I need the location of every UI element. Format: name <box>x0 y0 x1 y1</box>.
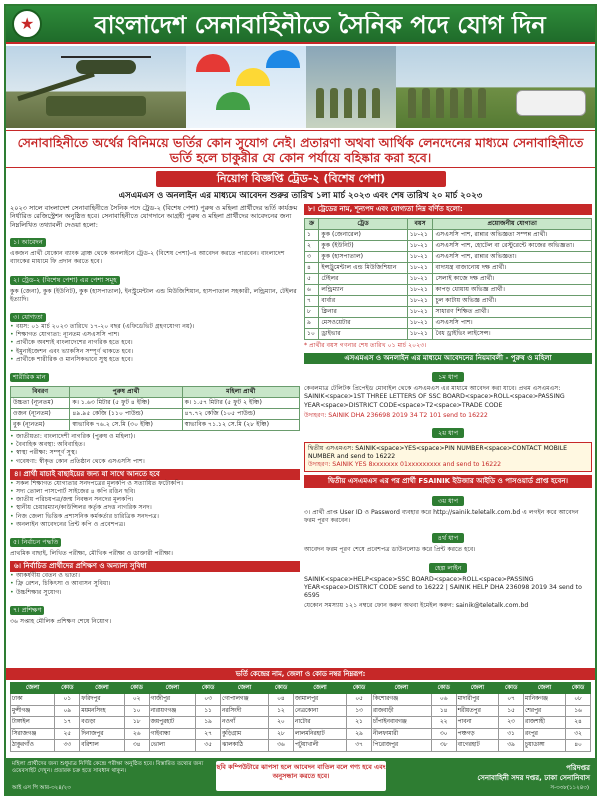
table-cell: বুক (ন্যূনতম) <box>11 420 70 431</box>
table-cell: পাবনা <box>456 717 498 729</box>
trade-table <box>304 218 592 340</box>
table-header-row <box>11 683 591 694</box>
table-header: জেলা <box>371 683 431 694</box>
table-cell: ১৮-২১ <box>407 252 433 263</box>
intro-text: ২০২৩ সালে বাংলাদেশ সেনাবাহিনীতে সৈনিক পদে ট্রেড-২ (বিশেষ পেশা) পুরুষ ও মহিলা প্রার্থীদের ভর্তি কার্যক্রম নির্ধারিত রেজিস্ট্রেশন অনুষ্ঠিত হবে। সেনাবাহিনীতে যোগদানে আগ্রহী পুরুষ ও মহিলা প্রার্থীদের আবেদনের জন্য নিম্নলিখিত তথ্যাবলী দেওয়া হলো: <box>10 204 298 229</box>
table-cell: ৩৪ <box>124 740 149 752</box>
list-item: • প্রার্থীকে অবশ্যই বাংলাদেশের নাগরিক হতে হবে। <box>10 339 300 347</box>
table-cell: ১৭ <box>55 717 80 729</box>
step-2-text: দ্বিতীয় এসএমএস: SAINIK<space>YES<space>PIN NUMBER<space>CONTACT MOBILE NUMBER and send to 16222 <box>308 445 568 461</box>
centers-heading: ভর্তি কেন্দ্রের নাম, জেলা ও কোড নম্বর নিম্নরূপ: <box>6 668 595 680</box>
table-cell: ঢাকা <box>11 694 55 706</box>
table-cell: ২৬ <box>124 728 149 740</box>
table-row <box>305 296 592 307</box>
warning-notice <box>6 130 595 168</box>
table-cell: ৩১ <box>499 728 524 740</box>
table-cell: ৯ <box>305 318 319 329</box>
table-cell: ৩৬ <box>268 740 293 752</box>
table-cell: পিরোজপুর <box>371 740 431 752</box>
step-1-text: কেবলমাত্র টেলিটক প্রিপেইড মোবাইল থেকে এসএমএস এর মাধ্যমে আবেদন করা যাবে। প্রথম এসএমএস: SAINIK<space>1ST THREE LETTERS OF SSC BOARD<space>ROLL<space>PASSING YEAR<space>DISTRICT CODE<space>T2<space>TRADE CODE <box>304 385 565 409</box>
table-cell: জামালপুর <box>293 694 346 706</box>
table-row <box>305 318 592 329</box>
table-cell: ময়মনসিংহ <box>80 705 124 717</box>
step-3-label: ৩য় ধাপ <box>432 496 464 506</box>
footer-ref-code: আই এস পি আর-৩২৪/২৩ <box>12 785 71 791</box>
step-2-label: ২য় ধাপ <box>432 428 464 438</box>
table-cell: ১৮ <box>124 717 149 729</box>
table-header: কোড <box>431 683 456 694</box>
table-cell: ১৪ <box>431 705 456 717</box>
table-cell: ০৯ <box>55 705 80 717</box>
list-item: • ফ্রি রেশন, চিকিৎসা ও আবাসন সুবিধা। <box>10 580 300 588</box>
table-cell: মুন্সীগঞ্জ <box>11 705 55 717</box>
application-dates: এসএমএস ও অনলাইন এর মাধ্যমে আবেদন শুরুর তারিখ ১লা মার্চ ২০২৩ এবং শেষ তারিখ ২০ মার্চ ২০২৩ <box>118 191 483 201</box>
table-cell: ১৫ <box>499 705 524 717</box>
table-cell: ড্রাইভার <box>319 329 407 340</box>
section-text: প্রাথমিক বাছাই, লিখিত পরীক্ষা, মৌখিক পরীক্ষা ও ডাক্তারী পরীক্ষা। <box>10 550 173 558</box>
list-item: • জাতীয়তা: বাংলাদেশী নাগরিক (পুরুষ ও মহিলা)। <box>10 433 300 441</box>
step-2-example: উদাহরণ: SAINIK YES 8xxxxxxx 01xxxxxxxxx and send to 16222 <box>308 461 502 469</box>
table-cell: নওগাঁ <box>221 717 269 729</box>
table-cell: গাইবান্ধা <box>149 728 196 740</box>
table-row <box>11 420 300 431</box>
table-cell: ঠাকুরগাঁও <box>11 740 55 752</box>
table-cell: পটুয়াখালী <box>293 740 346 752</box>
table-cell: ০৮ <box>565 694 590 706</box>
list-item: • ইমুনাইজেশন এবং ভ্যাকসিন সম্পূর্ণ থাকতে হবে। <box>10 348 300 356</box>
list-item: • নিজ জেলা ভিত্তিক প্রশাসনিক কর্মকর্তার চারিত্রিক সনদপত্র। <box>10 513 300 521</box>
step-1-label: ১ম ধাপ <box>432 372 464 382</box>
photo-parachutes <box>186 46 306 128</box>
helpline-contact: যেকোন সমস্যায় ১২১ নম্বরে ফোন করুন অথবা ইমেইল করুন: sainik@teletalk.com.bd <box>304 602 529 610</box>
table-cell: এসএসসি পাশ, হোটেল বা রেস্টুরেন্টে কাজের অভিজ্ঞতা। <box>433 241 592 252</box>
table-cell: ফরিদপুর <box>80 694 124 706</box>
step-4-text: আবেদন ফরম পূরণ শেষে প্রবেশপত্র ডাউনলোড করে প্রিন্ট করতে হবে। <box>304 546 476 554</box>
table-row <box>11 740 591 752</box>
table-cell: ২৩ <box>499 717 524 729</box>
section-label: ৭। প্রশিক্ষণ <box>10 606 44 615</box>
table-cell: বরিশাল <box>80 740 124 752</box>
table-row <box>305 230 592 241</box>
table-cell: ১৮-২১ <box>407 241 433 252</box>
table-cell: মানিকগঞ্জ <box>524 694 566 706</box>
documents-list <box>10 480 300 529</box>
table-cell: বাদ্যযন্ত্র বাজানোয় দক্ষ প্রার্থী। <box>433 263 592 274</box>
benefits-list <box>10 572 300 597</box>
trade-note: * প্রার্থীর বয়স গণনার শেষ তারিখ ০১ মার্চ ২০২৩। <box>304 342 427 349</box>
table-cell: চুয়াডাঙ্গা <box>524 740 566 752</box>
table-cell: ২৭ <box>196 728 221 740</box>
list-item: • সদ্য তোলা পাসপোর্ট সাইজের ৪ কপি রঙিন ছবি। <box>10 488 300 496</box>
table-cell: ২৯ <box>347 728 372 740</box>
section-label: ৫। নির্বাচন পদ্ধতি <box>10 538 61 547</box>
table-cell: ২৫ <box>55 728 80 740</box>
table-row <box>11 705 591 717</box>
table-cell: ২০ <box>268 717 293 729</box>
table-cell: ১৩ <box>347 705 372 717</box>
section-label: ২। ট্রেড-২ (বিশেষ পেশা) এর পেশা সমূহ <box>10 276 120 285</box>
table-cell: ভোলা <box>149 740 196 752</box>
page <box>4 4 597 796</box>
table-header: জেলা <box>456 683 498 694</box>
table-cell: ১৯ <box>196 717 221 729</box>
table-row <box>305 307 592 318</box>
table-cell: রাজবাড়ী <box>371 705 431 717</box>
table-cell: ক্লিনার <box>319 307 407 318</box>
header-banner <box>6 6 595 44</box>
photo-soldiers <box>396 46 595 128</box>
list-item: • উচ্চশিক্ষার সুযোগ। <box>10 589 300 597</box>
photo-artillery <box>6 46 186 128</box>
table-cell: ১২ <box>268 705 293 717</box>
table-cell: ০৫ <box>347 694 372 706</box>
table-header: পুরুষ প্রার্থী <box>70 387 182 398</box>
trade-table-heading: ৮। ট্রেডের নাম, শূন্যপদ এবং যোগ্যতা নিম্ন বর্ণিত হলো: <box>304 204 592 215</box>
list-item: • গবেষণা: স্বীকৃত কোন প্রতিষ্ঠান থেকে এসএসসি পাশ। <box>10 458 300 466</box>
physical-standards-table <box>10 386 300 431</box>
recruitment-heading: নিয়োগ বিজ্ঞপ্তি ট্রেড-২ (বিশেষ পেশা) <box>156 171 446 187</box>
table-cell: ২১ <box>347 717 372 729</box>
table-cell: বৈধ ড্রাইভিং লাইসেন্স। <box>433 329 592 340</box>
step-4-label: ৪র্থ ধাপ <box>432 533 464 543</box>
table-row <box>11 694 591 706</box>
table-header: মহিলা প্রার্থী <box>182 387 299 398</box>
table-cell: ১৮-২১ <box>407 230 433 241</box>
table-cell: ৩৯ <box>499 740 524 752</box>
list-item: • স্থানীয় চেয়ারম্যান/কাউন্সিলর কর্তৃক প্রদত্ত নাগরিক সনদ। <box>10 504 300 512</box>
table-cell: ৩৫ <box>196 740 221 752</box>
table-cell: ০৬ <box>431 694 456 706</box>
table-cell: উচ্চতা (ন্যূনতম) <box>11 398 70 409</box>
table-cell: ৩৩ <box>55 740 80 752</box>
table-cell: সেলাই কাজে দক্ষ প্রার্থী। <box>433 274 592 285</box>
table-cell: নীলফামারী <box>371 728 431 740</box>
table-cell: ৪ <box>305 263 319 274</box>
table-cell: ০৩ <box>196 694 221 706</box>
table-row <box>305 285 592 296</box>
table-cell: ০২ <box>124 694 149 706</box>
section-label: ৩। যোগ্যতা <box>10 313 46 322</box>
section-heading: ৬। নির্বাচিত প্রার্থীদের প্রশিক্ষণ ও অন্যান্য সুবিধা <box>10 561 300 572</box>
helpline-label: হেল্প লাইন <box>429 563 468 573</box>
table-cell: ইন্সট্রুমেন্টাল এন্ড মিউজিশিয়ান <box>319 263 407 274</box>
table-cell: ১৮-২১ <box>407 296 433 307</box>
table-cell: বার্বার <box>319 296 407 307</box>
table-cell: চুল কাটায় অভিজ্ঞ প্রার্থী। <box>433 296 592 307</box>
table-header-row <box>305 219 592 230</box>
table-cell: লন্ড্রিম্যান <box>319 285 407 296</box>
table-cell: ৭ <box>305 296 319 307</box>
table-cell: এসএসসি পাশ। <box>433 318 592 329</box>
helpline-text: SAINIK<space>HELP<space>SSC BOARD<space>ROLL<space>PASSING YEAR<space>DISTRICT CODE send to 16222 | SAINIK HELP DHA 236098 2019 34 send to 6595 <box>304 575 582 600</box>
table-header: বিবরণ <box>11 387 70 398</box>
table-cell: সাধারণ শিক্ষিত প্রার্থী। <box>433 307 592 318</box>
section-label: ১। আবেদন <box>10 238 46 247</box>
table-header: কোড <box>196 683 221 694</box>
footer-print-code: স-৩৩৮(১১২৪৩) <box>550 785 589 791</box>
left-column <box>10 204 300 625</box>
step-2-box <box>304 442 592 472</box>
table-row <box>11 409 300 420</box>
list-item: • জাতীয় পরিচয়পত্র/জন্ম নিবন্ধন সনদের মূলকপি। <box>10 496 300 504</box>
table-cell: এসএসসি পাশ, রান্নার অভিজ্ঞতা। <box>433 252 592 263</box>
table-cell: ২ <box>305 241 319 252</box>
list-item: • বয়স: ০১ মার্চ ২০২৩ তারিখে ১৭-২০ বছর (এফিডেভিট গ্রহণযোগ্য নয়)। <box>10 323 300 331</box>
list-item: • বৈবাহিক অবস্থা: অবিবাহিত। <box>10 441 300 449</box>
table-cell: পঞ্চগড় <box>456 728 498 740</box>
table-header-row <box>11 387 300 398</box>
table-header: কোড <box>124 683 149 694</box>
table-cell: চাঁপাইনবাবগঞ্জ <box>371 717 431 729</box>
table-row <box>305 241 592 252</box>
table-cell: গাজীপুর <box>149 694 196 706</box>
table-header: জেলা <box>293 683 346 694</box>
table-cell: কাপড় ধোয়ায় অভিজ্ঞ প্রার্থী। <box>433 285 592 296</box>
table-row <box>305 329 592 340</box>
table-row <box>305 263 592 274</box>
table-cell: ক। ১.৫৭ মিটার (৫ ফুট ২ ইঞ্চি) <box>182 398 299 409</box>
table-cell: ৩৮ <box>431 740 456 752</box>
table-cell: ১৮-২১ <box>407 263 433 274</box>
table-cell: ১০ <box>124 705 149 717</box>
page-title: বাংলাদেশ সেনাবাহিনীতে সৈনিক পদে যোগ দিন <box>94 12 546 38</box>
right-column <box>304 204 592 704</box>
table-cell: কুক (ইউনিট) <box>319 241 407 252</box>
table-cell: ৬ <box>305 285 319 296</box>
table-cell: ৩৭ <box>347 740 372 752</box>
section-text: কুক (জেনা), কুক (ইউনিট), কুক (হাসপাতাল), ইনস্ট্রুমেন্টাল এন্ড মিউজিশিয়ান, হাসপাতাল সহকারী, লন্ড্রিম্যান, টেইলর ইত্যাদি। <box>10 287 297 303</box>
table-cell: ১৮-২১ <box>407 285 433 296</box>
table-cell: কুড়িগ্রাম <box>221 728 269 740</box>
table-cell: রাজশাহী <box>524 717 566 729</box>
list-item: • আকর্ষণীয় বেতন ও ভাতা। <box>10 572 300 580</box>
apply-heading: এসএমএস ও অনলাইন এর মাধ্যমে আবেদনের নিয়মাবলী - পুরুষ ও মহিলা <box>304 353 592 364</box>
section-heading: ৪। প্রার্থী যাচাই বাছাইয়ের জন্য যা সাথে আনতে হবে <box>10 469 300 480</box>
table-cell: এসএসসি পাশ, রান্নার অভিজ্ঞতা সম্পন্ন প্রার্থী। <box>433 230 592 241</box>
table-row <box>11 398 300 409</box>
table-cell: ২৮ <box>268 728 293 740</box>
table-cell: নেত্রকোনা <box>293 705 346 717</box>
table-cell: মেসওয়েটার <box>319 318 407 329</box>
footer <box>6 758 595 794</box>
section-label: শারীরিক মান <box>10 373 49 382</box>
list-item: • স্বাস্থ্য পরীক্ষা: সম্পূর্ণ সুস্থ। <box>10 449 300 457</box>
table-cell: ১ <box>305 230 319 241</box>
table-cell: ১০ <box>305 329 319 340</box>
table-header: জেলা <box>149 683 196 694</box>
table-cell: কিশোরগঞ্জ <box>371 694 431 706</box>
table-cell: ক। ১.৬৩ মিটার (৫ ফুট ৪ ইঞ্চি) <box>70 398 182 409</box>
table-cell: লালমনিরহাট <box>293 728 346 740</box>
qualification-list <box>10 323 300 364</box>
table-header: কোড <box>347 683 372 694</box>
table-cell: বাগেরহাট <box>456 740 498 752</box>
warning-text: সেনাবাহিনীতে অর্থের বিনিময়ে ভর্তির কোন সুযোগ নেই। প্রতারণা অথবা আর্থিক লেনদেনের মাধ্যমে সেনাবাহিনীতে ভর্তি হলে চাকুরীর যে কোন পর্যায়ে বহিষ্কার করা হবে। <box>17 135 584 165</box>
list-item: • শিক্ষাগত যোগ্যতা: ন্যূনতম এসএসসি পাশ। <box>10 331 300 339</box>
table-cell: নরসিংদী <box>221 705 269 717</box>
table-cell: ৪৭.৭২ কেজি (১০৫ পাউন্ড) <box>182 409 299 420</box>
table-cell: গোপালগঞ্জ <box>221 694 269 706</box>
table-cell: স্বাভাবিক ৭৬.২ সে.মি (৩০ ইঞ্চি) <box>70 420 182 431</box>
table-cell: ৩ <box>305 252 319 263</box>
photo-parade <box>306 46 396 128</box>
footer-issuer: পরিদপ্তর সেনাবাহিনী সদর দপ্তর, ঢাকা সেনানিবাস <box>477 764 590 782</box>
table-row <box>305 274 592 285</box>
table-cell: ১৬ <box>565 705 590 717</box>
table-cell: নারায়ণগঞ্জ <box>149 705 196 717</box>
table-header: কোড <box>268 683 293 694</box>
table-cell: কুক (জেনারেল) <box>319 230 407 241</box>
table-cell: ২২ <box>431 717 456 729</box>
table-cell: টেইলর <box>319 274 407 285</box>
table-cell: ১৮-২১ <box>407 318 433 329</box>
table-cell: শরীয়তপুর <box>456 705 498 717</box>
step-1-example: উদাহরণ: SAINIK DHA 236698 2019 34 T2 101 send to 16222 <box>304 411 488 419</box>
table-cell: ২৪ <box>565 717 590 729</box>
table-header: জেলা <box>221 683 269 694</box>
table-header: প্রয়োজনীয় যোগ্যতা <box>433 219 592 230</box>
table-header: কোড <box>499 683 524 694</box>
list-item: • প্রার্থীকে শারীরিক ও মানসিকভাবে সুস্থ হতে হবে। <box>10 356 300 364</box>
table-cell: ১৮-২১ <box>407 274 433 285</box>
table-cell: নাটোর <box>293 717 346 729</box>
step-3-text: ৩। প্রার্থী প্রাপ্ত User ID ও Password ব্যবহার করে http://sainik.teletalk.com.bd এ লগইন করে আবেদন ফরম পূরণ করবেন। <box>304 509 579 525</box>
district-code-table <box>10 682 591 752</box>
table-cell: ৪০ <box>565 740 590 752</box>
table-cell: টাঙ্গাইল <box>11 717 55 729</box>
table-cell: ৫ <box>305 274 319 285</box>
table-cell: ৩০ <box>431 728 456 740</box>
table-cell: ৮ <box>305 307 319 318</box>
table-cell: ১১ <box>196 705 221 717</box>
highlight-notice: দ্বিতীয় এসএমএস এর পর প্রার্থী FSAINIK ইউজার আইডি ও পাসওয়ার্ড প্রাপ্ত হবেন। <box>304 475 592 488</box>
table-cell: জয়পুরহাট <box>149 717 196 729</box>
footer-warning-box: ছবি কম্পিউটারে ঝাপসা হলে আবেদন বাতিল বলে গণ্য হবে এবং অনুসন্ধান করতে হবে। <box>216 761 386 791</box>
table-cell: কুক (হাসপাতাল) <box>319 252 407 263</box>
army-emblem-icon: ★ <box>12 9 42 39</box>
section-text: একজন প্রার্থী যেকোন ব্যাংক ব্রাঞ্চ থেকে অনলাইনে ট্রেড-২ (বিশেষ পেশা)-এ আবেদন করতে পারবেন। বাংলাদেশ ব্যাংকের মাধ্যমে ফি প্রদান করতে হবে। <box>10 250 285 266</box>
misc-list <box>10 433 300 466</box>
table-cell: স্বাভাবিক ৭১.১২ সে.মি (২৮ ইঞ্চি) <box>182 420 299 431</box>
table-cell: ০৭ <box>499 694 524 706</box>
section-text: ৩৬ সপ্তাহ মৌলিক প্রশিক্ষণ শেষে নিয়োগ। <box>10 617 112 625</box>
table-row <box>305 252 592 263</box>
table-header: কোড <box>55 683 80 694</box>
table-cell: ওজন (ন্যূনতম) <box>11 409 70 420</box>
table-row <box>11 717 591 729</box>
list-item: • সকল শিক্ষাগত যোগ্যতার সনদপত্রের মূলকপি ও সত্যায়িত ফটোকপি। <box>10 480 300 488</box>
table-cell: ১৮-২১ <box>407 329 433 340</box>
table-cell: ০৪ <box>268 694 293 706</box>
footer-note: মহিলা প্রার্থীদের জন্য শুধুমাত্র নির্দিষ্ট কেন্দ্রে পরীক্ষা অনুষ্ঠিত হবে। বিস্তারিত তথ্যের জন্য ওয়েবসাইট দেখুন। প্রতারক চক্র হতে সাবধান থাকুন। <box>12 761 204 775</box>
table-cell: ০১ <box>55 694 80 706</box>
table-row <box>11 728 591 740</box>
table-header: জেলা <box>80 683 124 694</box>
table-cell: সিরাজগঞ্জ <box>11 728 55 740</box>
table-header: বয়স <box>407 219 433 230</box>
table-cell: শেরপুর <box>524 705 566 717</box>
table-cell: ঝালকাঠি <box>221 740 269 752</box>
photo-strip <box>6 46 595 128</box>
table-cell: মাদারীপুর <box>456 694 498 706</box>
list-item: • অনলাইন আবেদনের প্রিন্ট কপি ও প্রবেশপত্র। <box>10 521 300 529</box>
table-cell: ৩২ <box>565 728 590 740</box>
table-header: কোড <box>565 683 590 694</box>
table-cell: ৪৯.৯৫ কেজি (১১০ পাউন্ড) <box>70 409 182 420</box>
table-cell: ১৮-২১ <box>407 307 433 318</box>
table-header: ট্রেড <box>319 219 407 230</box>
table-header: ক্র <box>305 219 319 230</box>
table-cell: রংপুর <box>524 728 566 740</box>
table-cell: বগুড়া <box>80 717 124 729</box>
table-header: জেলা <box>524 683 566 694</box>
table-cell: দিনাজপুর <box>80 728 124 740</box>
table-header: জেলা <box>11 683 55 694</box>
